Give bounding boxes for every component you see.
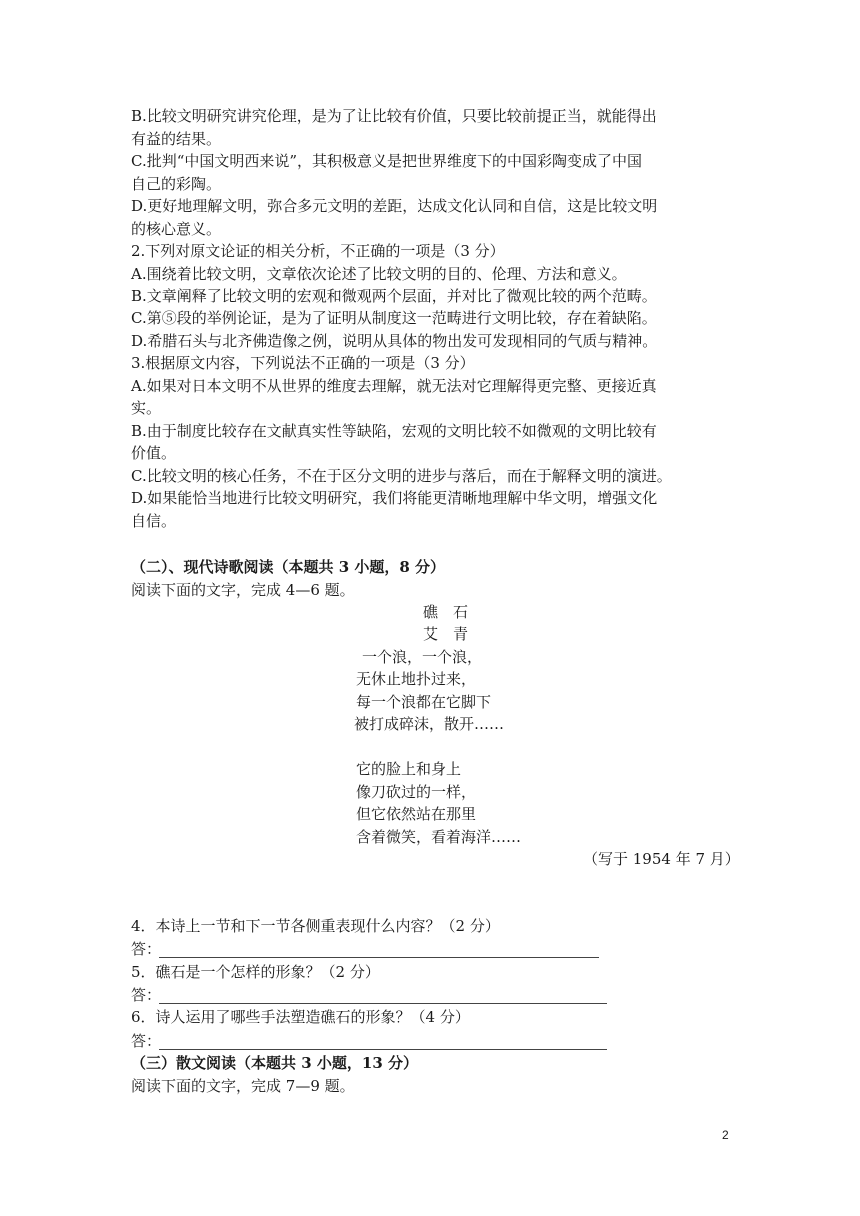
poem-author: 艾 青 <box>423 625 469 643</box>
option-line: 的核心意义。 <box>131 220 222 238</box>
poem-line: 像刀砍过的一样， <box>356 783 477 801</box>
answer-label: 答： <box>131 1032 162 1050</box>
option-line: B.由于制度比较存在文献真实性等缺陷，宏观的文明比较不如微观的文明比较有 <box>131 422 657 440</box>
poem-line: 无休止地扑过来， <box>356 670 477 688</box>
answer-label: 答： <box>131 986 162 1004</box>
section-instruction: 阅读下面的文字，完成 4—6 题。 <box>131 581 355 599</box>
answer-4 <box>131 938 611 960</box>
poem-line: 但它依然站在那里 <box>356 805 477 823</box>
answer-5 <box>131 984 611 1006</box>
question-2: 2.下列对原文论证的相关分析，不正确的一项是（3 分） <box>131 242 505 260</box>
option-line: B.比较文明研究讲究伦理，是为了让比较有价值，只要比较前提正当，就能得出 <box>131 107 657 125</box>
answer-5-input[interactable] <box>159 1003 607 1004</box>
option-line: A.围绕着比较文明，文章依次论述了比较文明的目的、伦理、方法和意义。 <box>131 265 627 283</box>
poem-line: 含着微笑，看着海洋…… <box>356 828 522 846</box>
option-line: D.希腊石头与北齐佛造像之例，说明从具体的物出发可发现相同的气质与精神。 <box>131 332 658 350</box>
option-line: 有益的结果。 <box>131 130 222 148</box>
question-3: 3.根据原文内容，下列说法不正确的一项是（3 分） <box>131 354 475 372</box>
question-6: 6．诗人运用了哪些手法塑造礁石的形象？（4 分） <box>131 1008 470 1026</box>
answer-6 <box>131 1030 611 1052</box>
poem-title: 礁 石 <box>423 603 469 621</box>
option-line: C.比较文明的核心任务，不在于区分文明的进步与落后，而在于解释文明的演进。 <box>131 467 672 485</box>
answer-6-input[interactable] <box>159 1049 607 1050</box>
answer-4-input[interactable] <box>159 957 599 958</box>
option-line: 价值。 <box>131 444 177 462</box>
poem-date-note: （写于 1954 年 7 月） <box>583 850 740 868</box>
option-line: C.第⑤段的举例论证，是为了证明从制度这一范畴进行文明比较，存在着缺陷。 <box>131 309 657 327</box>
option-line: B.文章阐释了比较文明的宏观和微观两个层面，并对比了微观比较的两个范畴。 <box>131 287 657 305</box>
poem-line: 被打成碎沫，散开…… <box>354 715 505 733</box>
answer-label: 答： <box>131 940 162 958</box>
poem-line: 一个浪，一个浪， <box>362 648 483 666</box>
page-number: 2 <box>722 1128 729 1142</box>
option-line: 自信。 <box>131 512 177 530</box>
question-4: 4．本诗上一节和下一节各侧重表现什么内容？（2 分） <box>131 917 500 935</box>
option-line: A.如果对日本文明不从世界的维度去理解，就无法对它理解得更完整、更接近真 <box>131 377 657 395</box>
poem-line: 每一个浪都在它脚下 <box>356 693 492 711</box>
section-heading: （三）散文阅读（本题共 3 小题，13 分） <box>131 1054 418 1072</box>
option-line: C.批判“中国文明西来说”，其积极意义是把世界维度下的中国彩陶变成了中国 <box>131 152 643 170</box>
option-line: D.更好地理解文明，弥合多元文明的差距，达成文化认同和自信，这是比较文明 <box>131 197 658 215</box>
question-5: 5．礁石是一个怎样的形象？（2 分） <box>131 963 380 981</box>
section-instruction: 阅读下面的文字，完成 7—9 题。 <box>131 1077 355 1095</box>
option-line: 自己的彩陶。 <box>131 175 222 193</box>
option-line: 实。 <box>131 399 162 417</box>
section-heading: （二）、现代诗歌阅读（本题共 3 小题，8 分） <box>131 558 446 576</box>
option-line: D.如果能恰当地进行比较文明研究，我们将能更清晰地理解中华文明，增强文化 <box>131 489 658 507</box>
poem-line: 它的脸上和身上 <box>356 760 462 778</box>
